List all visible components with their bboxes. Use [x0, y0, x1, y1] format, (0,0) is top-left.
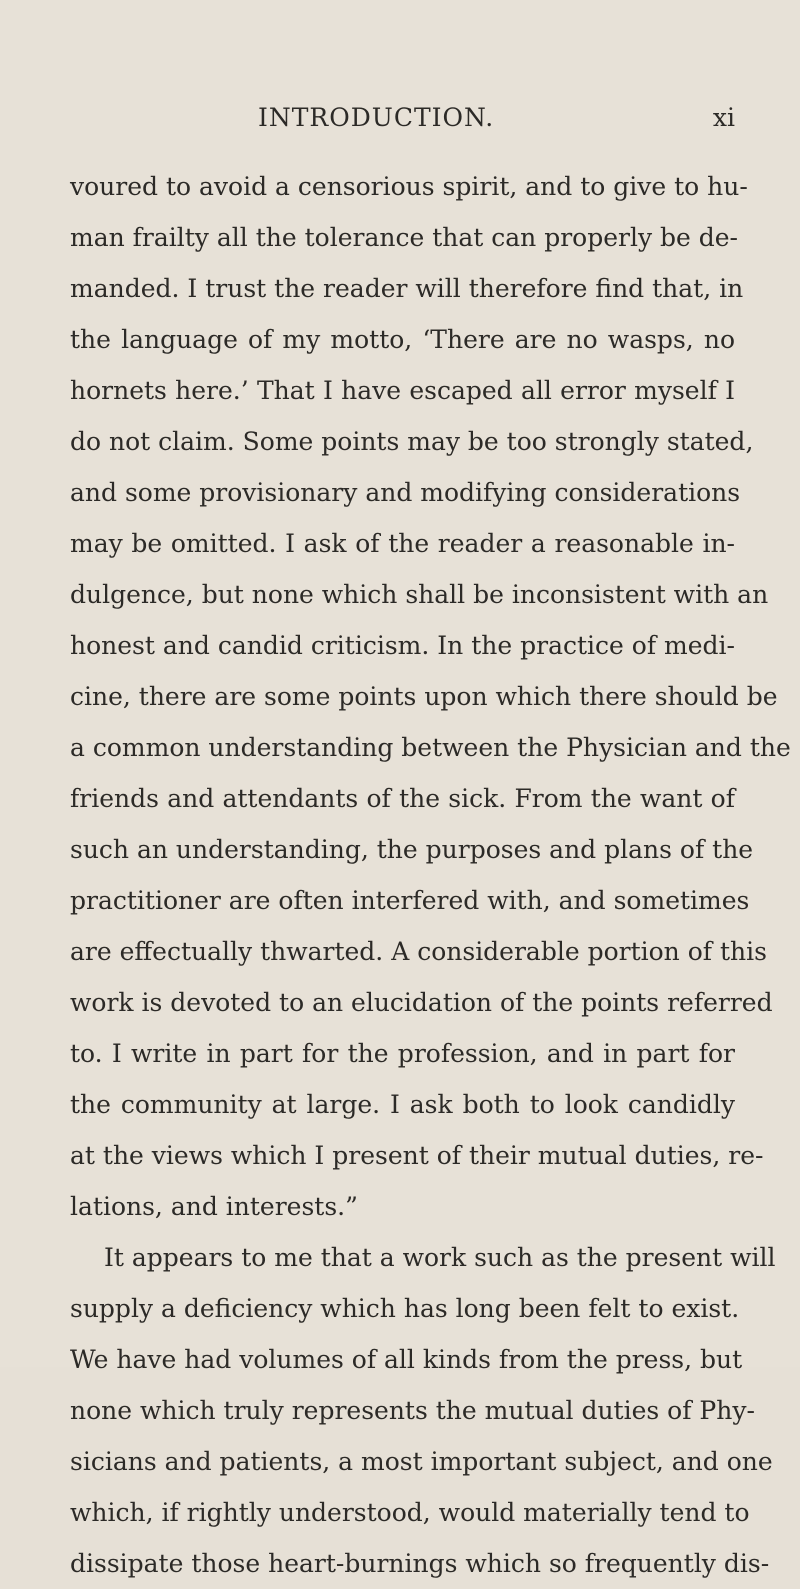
text-line: sicians and patients, a most important subject, and one [70, 1447, 773, 1476]
text-line: dulgence, but none which shall be inconsistent with an [70, 580, 769, 609]
text-line: dissipate those heart-burnings which so frequently dis- [70, 1549, 770, 1578]
text-line: honest and candid criticism. In the practice of medi- [70, 631, 735, 660]
text-line: hornets here.’ That I have escaped all error myself I [70, 376, 735, 405]
text-line: and some provisionary and modifying considerations [70, 478, 741, 507]
text-line: are effectually thwarted. A considerable portion of this [70, 937, 767, 966]
text-line: none which truly represents the mutual duties of Phy- [70, 1396, 755, 1425]
text-line: such an understanding, the purposes and plans of the [70, 835, 754, 864]
text-line: cine, there are some points upon which there should be [70, 682, 778, 711]
paragraph-end-line: lations, and interests.” [70, 1192, 358, 1221]
paragraph-start-line: It appears to me that a work such as the present will [104, 1243, 776, 1272]
text-line: supply a deficiency which has long been felt to exist. [70, 1294, 740, 1323]
text-line: practitioner are often interfered with, and sometimes [70, 886, 750, 915]
running-head: INTRODUCTION. [258, 103, 495, 132]
text-line: man frailty all the tolerance that can properly be de- [70, 223, 739, 252]
text-line: which, if rightly understood, would materially tend to [70, 1498, 750, 1527]
page-header [70, 103, 735, 143]
page-number: xi [712, 103, 735, 132]
text-line: at the views which I present of their mutual duties, re- [70, 1141, 764, 1170]
text-line: a common understanding between the Physician and the [70, 733, 791, 762]
text-line: voured to avoid a censorious spirit, and to give to hu- [70, 172, 748, 201]
text-line: We have had volumes of all kinds from the press, but [70, 1345, 743, 1374]
text-line: do not claim. Some points may be too strongly stated, [70, 427, 754, 456]
text-line: may be omitted. I ask of the reader a reasonable in- [70, 529, 735, 558]
text-line: work is devoted to an elucidation of the points referred [70, 988, 773, 1017]
text-line: manded. I trust the reader will therefore find that, in [70, 274, 744, 303]
text-line: the community at large. I ask both to look candidly [70, 1090, 735, 1119]
text-line: to. I write in part for the profession, and in part for [70, 1039, 735, 1068]
text-line: the language of my motto, ‘There are no wasps, no [70, 325, 735, 354]
text-line: friends and attendants of the sick. From the want of [70, 784, 735, 813]
body-text [70, 161, 791, 1589]
